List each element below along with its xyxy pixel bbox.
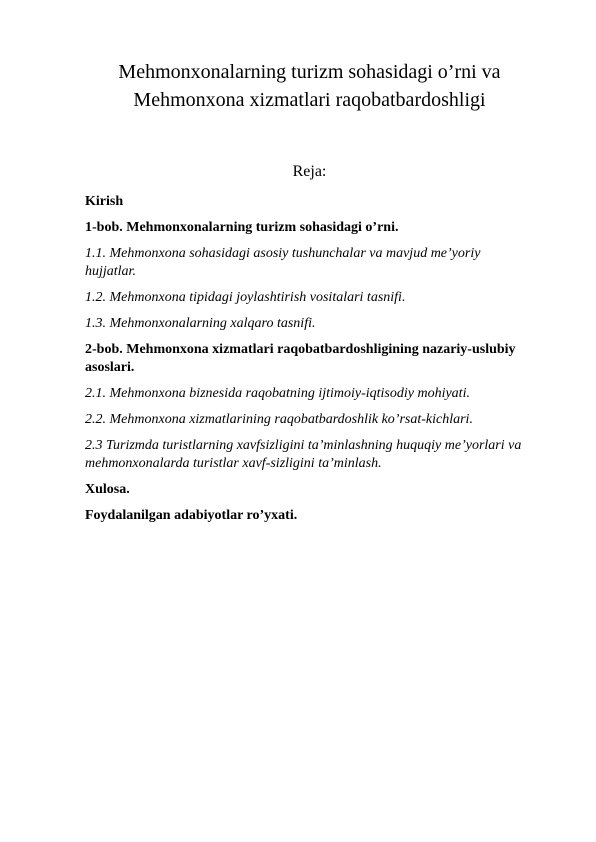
toc-item-section-1-2: 1.2. Mehmonxona tipidagi joylashtirish vositalari tasnifi. <box>85 290 406 305</box>
toc-item-conclusion: Xulosa. <box>85 482 130 497</box>
toc-item-references: Foydalanilgan adabiyotlar ro’yxati. <box>85 508 298 523</box>
toc-item-section-2-3: 2.3 Turizmda turistlarning xavfsizligini ta’minlashning huquqiy me’yorlari va mehmonxonalarda turistlar xavf-sizligini ta’minlash. <box>85 438 522 471</box>
toc-item-chapter-2: 2-bob. Mehmonxona xizmatlari raqobatbardoshligining nazariy-uslubiy asoslari. <box>85 342 516 375</box>
title-line-1: Mehmonxonalarning turizm sohasidagi o’rni va <box>118 61 501 83</box>
toc-item-section-2-1: 2.1. Mehmonxona biznesida raqobatning ijtimoiy-iqtisodiy mohiyati. <box>85 386 470 401</box>
toc-item-section-1-3: 1.3. Mehmonxonalarning xalqaro tasnifi. <box>85 316 316 331</box>
document-title <box>85 58 534 114</box>
table-of-contents <box>85 193 534 525</box>
toc-item-chapter-1: 1-bob. Mehmonxonalarning turizm sohasidagi o’rni. <box>85 220 399 235</box>
toc-item-section-2-2: 2.2. Mehmonxona xizmatlarining raqobatbardoshlik ko’rsat-kichlari. <box>85 412 473 427</box>
toc-item-introduction: Kirish <box>85 194 124 209</box>
plan-heading: Reja: <box>292 163 327 180</box>
toc-item-section-1-1: 1.1. Mehmonxona sohasidagi asosiy tushunchalar va mavjud me’yoriy hujjatlar. <box>85 246 481 279</box>
title-line-2: Mehmonxona xizmatlari raqobatbardoshligi <box>133 89 486 111</box>
